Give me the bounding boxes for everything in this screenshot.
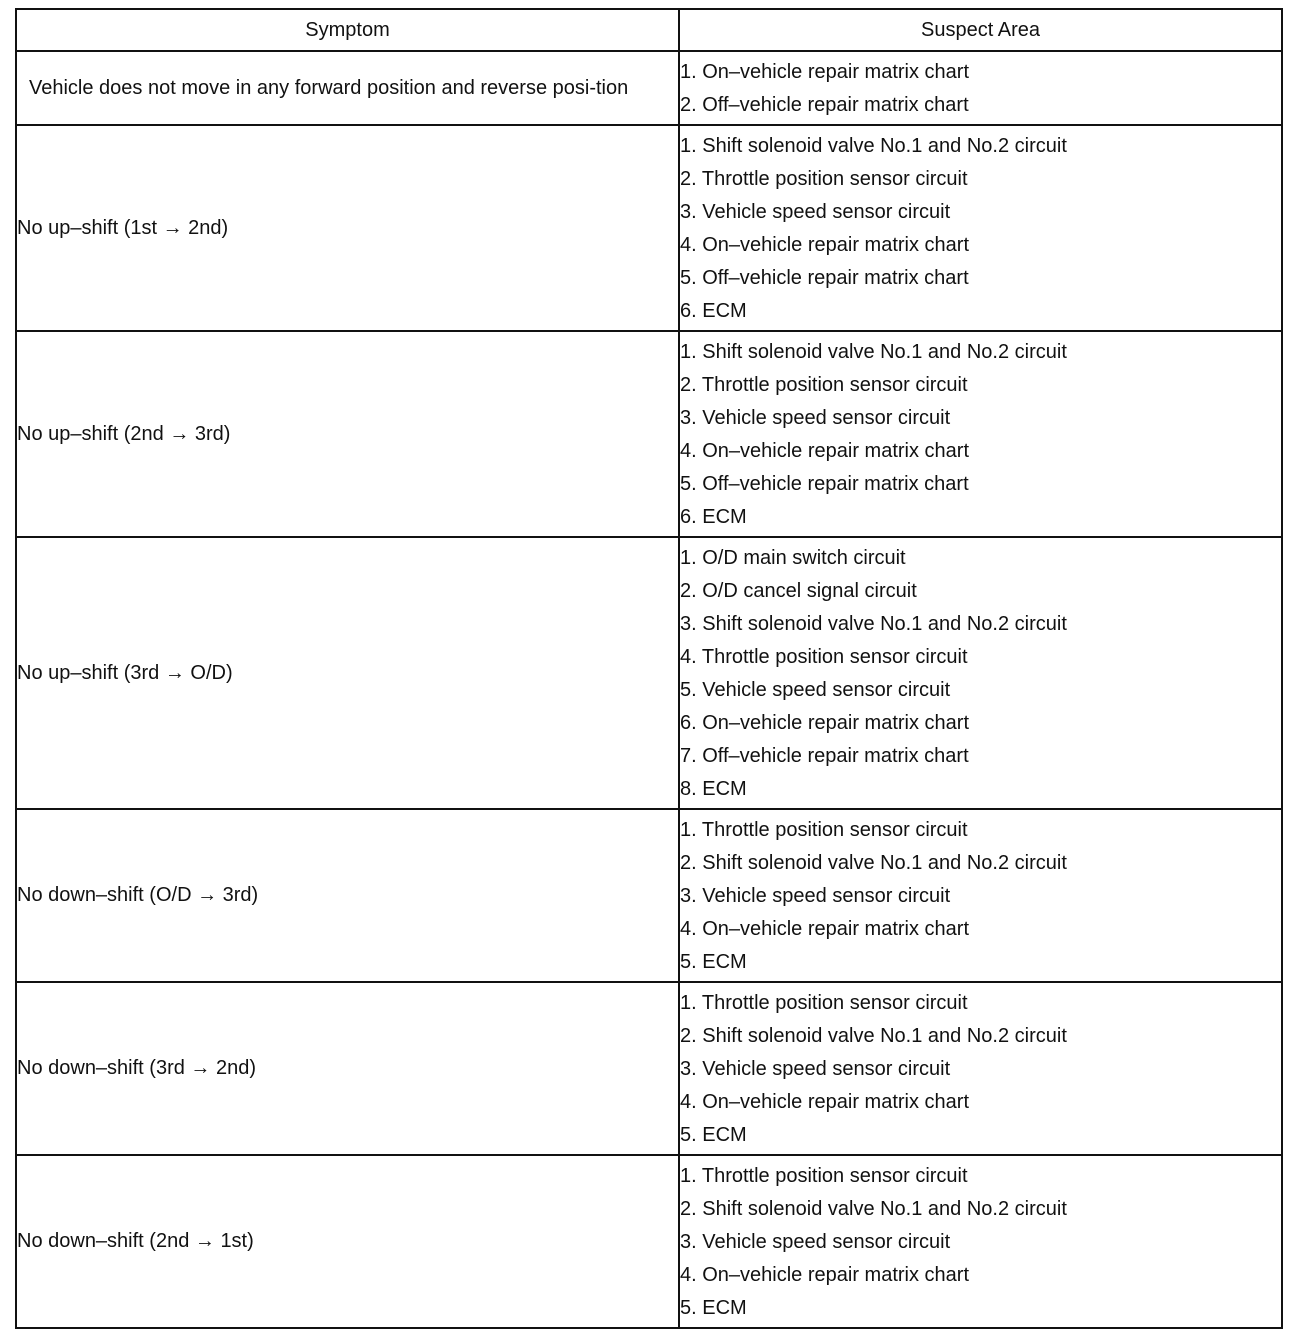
suspect-area-item: 1. O/D main switch circuit <box>680 547 906 569</box>
suspect-area-item: 3. Vehicle speed sensor circuit <box>680 1058 951 1080</box>
suspect-area-cell <box>679 1155 1282 1328</box>
suspect-area-item: 8. ECM <box>680 778 747 800</box>
suspect-area-item: 1. Throttle position sensor circuit <box>680 1165 968 1187</box>
suspect-area-item: 2. Shift solenoid valve No.1 and No.2 circuit <box>680 1025 1067 1047</box>
table-body <box>16 51 1282 1328</box>
table-row <box>16 51 1282 125</box>
suspect-area-item: 6. On–vehicle repair matrix chart <box>680 712 970 734</box>
symptom-cell: No up–shift (3rd → O/D) <box>16 537 679 809</box>
suspect-area-item: 4. Throttle position sensor circuit <box>680 646 968 668</box>
suspect-area-item: 2. Shift solenoid valve No.1 and No.2 circuit <box>680 852 1067 874</box>
table-row <box>16 809 1282 982</box>
table-header <box>16 9 1282 51</box>
suspect-area-item: 5. Off–vehicle repair matrix chart <box>680 473 969 495</box>
suspect-area-item: 4. On–vehicle repair matrix chart <box>680 234 970 256</box>
suspect-area-cell <box>679 125 1282 331</box>
suspect-area-item: 1. Throttle position sensor circuit <box>680 992 968 1014</box>
symptom-cell: No up–shift (1st → 2nd) <box>16 125 679 331</box>
suspect-area-cell <box>679 537 1282 809</box>
suspect-area-list <box>680 1156 1281 1327</box>
table-row <box>16 537 1282 809</box>
suspect-area-item: 3. Vehicle speed sensor circuit <box>680 885 951 907</box>
suspect-area-item: 2. Shift solenoid valve No.1 and No.2 circuit <box>680 1198 1067 1220</box>
header-row <box>16 9 1282 51</box>
suspect-area-item: 6. ECM <box>680 506 747 528</box>
suspect-area-item: 2. Throttle position sensor circuit <box>680 374 968 396</box>
symptom-cell: No up–shift (2nd → 3rd) <box>16 331 679 537</box>
suspect-area-item: 1. On–vehicle repair matrix chart <box>680 61 970 83</box>
table-row <box>16 1155 1282 1328</box>
table-row <box>16 331 1282 537</box>
suspect-area-item: 4. On–vehicle repair matrix chart <box>680 1264 970 1286</box>
symptom-cell: Vehicle does not move in any forward position and reverse posi-tion <box>16 51 679 125</box>
suspect-area-list <box>680 538 1281 808</box>
suspect-area-cell <box>679 982 1282 1155</box>
suspect-area-list <box>680 332 1281 536</box>
suspect-area-item: 4. On–vehicle repair matrix chart <box>680 1091 970 1113</box>
suspect-area-item: 5. Off–vehicle repair matrix chart <box>680 267 969 289</box>
symptom-suspect-table <box>15 8 1283 1329</box>
symptom-cell: No down–shift (3rd → 2nd) <box>16 982 679 1155</box>
table-row <box>16 982 1282 1155</box>
suspect-area-item: 3. Vehicle speed sensor circuit <box>680 407 951 429</box>
suspect-area-item: 3. Shift solenoid valve No.1 and No.2 circuit <box>680 613 1067 635</box>
suspect-area-cell <box>679 51 1282 125</box>
suspect-area-list <box>680 810 1281 981</box>
suspect-area-item: 3. Vehicle speed sensor circuit <box>680 201 951 223</box>
symptom-column-header: Symptom <box>16 9 679 51</box>
suspect-area-item: 2. Throttle position sensor circuit <box>680 168 968 190</box>
suspect-area-item: 5. ECM <box>680 1124 747 1146</box>
suspect-area-item: 3. Vehicle speed sensor circuit <box>680 1231 951 1253</box>
suspect-area-item: 5. ECM <box>680 1297 747 1319</box>
suspect-area-item: 4. On–vehicle repair matrix chart <box>680 440 970 462</box>
suspect-area-list <box>680 52 1281 124</box>
symptom-cell: No down–shift (2nd → 1st) <box>16 1155 679 1328</box>
suspect-area-item: 1. Throttle position sensor circuit <box>680 819 968 841</box>
suspect-area-item: 7. Off–vehicle repair matrix chart <box>680 745 969 767</box>
suspect-area-item: 5. ECM <box>680 951 747 973</box>
suspect-area-cell <box>679 809 1282 982</box>
suspect-area-item: 1. Shift solenoid valve No.1 and No.2 circuit <box>680 135 1067 157</box>
suspect-area-item: 2. O/D cancel signal circuit <box>680 580 917 602</box>
suspect-area-item: 2. Off–vehicle repair matrix chart <box>680 94 969 116</box>
table-row <box>16 125 1282 331</box>
suspect-area-list <box>680 126 1281 330</box>
symptom-cell: No down–shift (O/D → 3rd) <box>16 809 679 982</box>
suspect-area-item: 4. On–vehicle repair matrix chart <box>680 918 970 940</box>
suspect-area-item: 5. Vehicle speed sensor circuit <box>680 679 951 701</box>
suspect-area-cell <box>679 331 1282 537</box>
suspect-area-item: 1. Shift solenoid valve No.1 and No.2 circuit <box>680 341 1067 363</box>
suspect-area-item: 6. ECM <box>680 300 747 322</box>
suspect-area-list <box>680 983 1281 1154</box>
suspect-area-column-header: Suspect Area <box>679 9 1282 51</box>
